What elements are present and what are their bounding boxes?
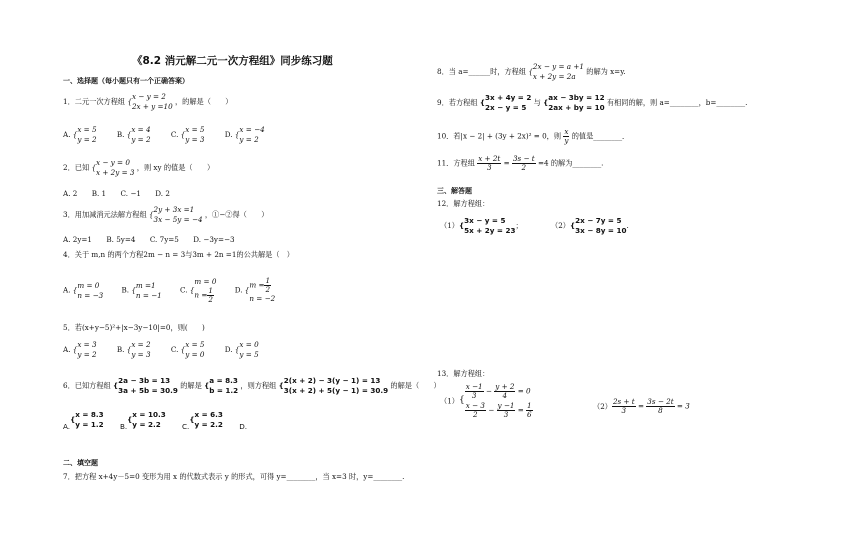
question-8: 8．当 a=______时，方程组 { 2x − y = a +1 x + 2y = 2a 的解为 x=y. <box>437 62 626 81</box>
question-5-options: A. { x = 3 y = 2 B. { x = 2 y = 3 C. { x = 5 y = 0 D. { x = 0 y = 5 <box>63 340 259 359</box>
question-1-stem: 1．二元一次方程组 <box>63 97 126 106</box>
question-2: 2．已知 { x − y = 0 x + 2y = 3 ，则 xy 的值是（ ） <box>63 158 215 177</box>
question-4: 4．关于 m,n 的两个方程2m − n = 3与3m + 2n =1的公共解是（ ） <box>63 250 294 259</box>
question-3: 3．用加减消元法解方程组 { 2y + 3x =1 3x − 5y = −4 ，①−②得（ ） <box>63 205 269 224</box>
question-9: 9．若方程组 { 3x + 4y = 2 2x − y = 5 与 { ax − 3by = 12 2ax + by = 10 有相同的解，则 a=________，b=________. <box>437 93 748 112</box>
question-4-options: A. { m = 0 n = −3 B. { m =1 n = −1 C. { m = 0 n = $\frac{1}{2}$ D. { m = $\frac{1}{2}$ n = −2 <box>63 276 276 304</box>
equation-system: { x − y = 0 x + 2y = 3 <box>91 158 135 177</box>
section-heading-fill: 二、填空题 <box>63 459 98 467</box>
question-12-part-2: （2）{ 2x − 7y = 5 3x − 8y = 10 . <box>551 216 629 235</box>
question-11: 11．方程组 $\frac{x + 2t}{3}$ = $\frac{3s - t}{2}$ =4 的解为________. <box>437 154 604 172</box>
question-13-part-1: （1）{ $\frac{x -1}{3}$ − $\frac{y + 2}{4}$ = 0 $\frac{x - 3}{2}$ − $\frac{y -1}{3}$ = $\frac{1}{6}$ <box>440 382 532 419</box>
section-heading-choice: 一、选择题（每小题只有一个正确答案） <box>63 77 189 85</box>
question-6: 6．已知方程组 { 2a − 3b = 13 3a + 5b = 30.9 的解是 { a = 8.3 b = 1.2 ，则方程组 { 2(x + 2) − 3(y − 1) = 13 3(x + 2) + 5(y − 1) = 30.9 的解是（ ） <box>63 376 441 395</box>
page-title: 《8.2 消元解二元一次方程组》同步练习题 <box>132 55 333 67</box>
question-1: 1．二元一次方程组 { x − y = 2 2x + y =10 ，的解是（ ） <box>63 92 233 111</box>
question-13-part-2: （2） $\frac{2s + t}{3}$ = $\frac{3s - 2t}{8}$ = 3 <box>593 397 690 415</box>
question-2-options: A. 2 B. 1 C. −1 D. 2 <box>63 189 170 198</box>
question-3-options: A. 2y=1 B. 5y=4 C. 7y=5 D. −3y=−3 <box>63 235 235 244</box>
question-5: 5．若(x+y−5)²+|x−3y−10|=0，则( ) <box>63 323 205 332</box>
question-12-stem: 12．解方程组： <box>437 199 490 208</box>
question-12-part-1: （1）{ 3x − y = 5 5x + 2y = 23 ； <box>440 216 523 235</box>
equation-system: { x − y = 2 2x + y =10 <box>127 92 173 111</box>
equation-system: { 2y + 3x =1 3x − 5y = −4 <box>148 205 203 224</box>
question-6-options: A.{ x = 8.3 y = 1.2 B.{ x = 10.3 y = 2.2 C.{ x = 6.3 y = 2.2 D. <box>63 410 248 431</box>
section-heading-answer: 三、解答题 <box>437 187 472 195</box>
question-7: 7．把方程 x+4y－5=0 变形为用 x 的代数式表示 y 的形式，可得 y=________，当 x=3 时，y=________. <box>63 472 405 481</box>
question-13-stem: 13．解方程组： <box>437 369 490 378</box>
question-1-options: A. { x = 5 y = 2 B. { x = 4 y = 2 C. { x = 5 y = 3 D. { x = −4 y = 2 <box>63 125 265 144</box>
question-10: 10．若|x − 2| + (3y + 2x)² = 0，则 $\frac{x}{y}$ 的值是________． <box>437 127 630 145</box>
